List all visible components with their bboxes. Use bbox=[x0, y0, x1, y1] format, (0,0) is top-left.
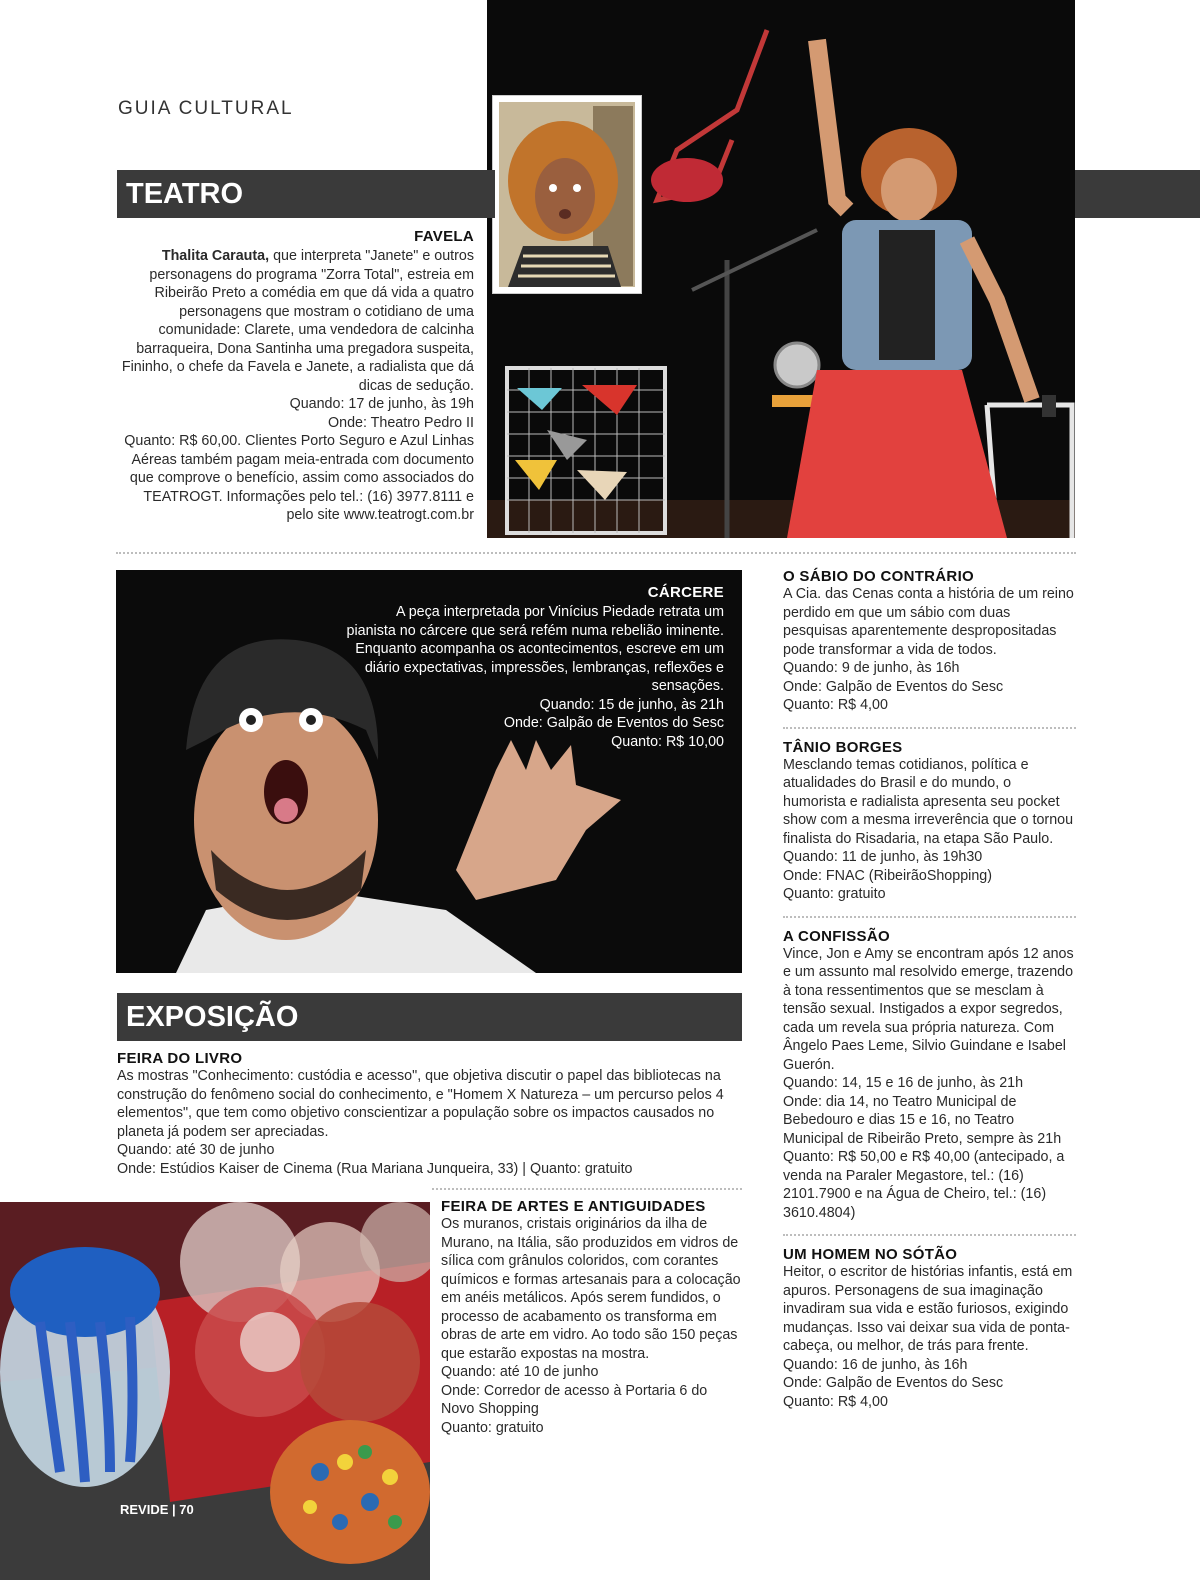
homem-article bbox=[783, 1246, 1076, 1411]
tanio-where: Onde: FNAC (RibeirãoShopping) bbox=[783, 867, 992, 884]
sabio-article bbox=[783, 568, 1076, 715]
tanio-article bbox=[783, 739, 1076, 904]
sabio-body bbox=[783, 585, 1076, 715]
feira-artes-when: Quando: até 10 de junho bbox=[441, 1364, 599, 1380]
homem-title: UM HOMEM NO SÓTÃO bbox=[783, 1246, 958, 1263]
divider bbox=[783, 916, 1076, 918]
carcere-article bbox=[344, 584, 724, 751]
feira-artes-article bbox=[441, 1198, 741, 1437]
favela-portrait-photo bbox=[492, 95, 642, 294]
sabio-title: O SÁBIO DO CONTRÁRIO bbox=[783, 568, 975, 585]
right-column bbox=[783, 568, 1076, 1411]
page-footer bbox=[120, 1502, 194, 1517]
favela-lead: Thalita Carauta, bbox=[161, 248, 270, 264]
carcere-where: Onde: Galpão de Eventos do Sesc bbox=[503, 715, 724, 731]
divider bbox=[116, 552, 1076, 554]
carcere-title: CÁRCERE bbox=[647, 584, 724, 601]
section-kicker: GUIA CULTURAL bbox=[118, 98, 294, 119]
section-band-exposicao bbox=[117, 993, 742, 1041]
confissao-article bbox=[783, 928, 1076, 1223]
tanio-when: Quando: 11 de junho, às 19h30 bbox=[783, 849, 983, 865]
favela-description: que interpreta "Janete" e outros personagens do programa "Zorra Total", estreia em Ribeirão Preto a comédia em que dá vida a quatro personagens que mostram o cotidiano de uma comunidade: Clarete, uma vendedora de calcinha barraqueira, Dona Santinha uma pregadora suspeita, Fininho, o chefe da Favela e Janete, a radialista que dá dicas de sedução. bbox=[121, 248, 474, 394]
carcere-price: Quanto: R$ 10,00 bbox=[611, 733, 724, 750]
feira-artes-description: Os muranos, cristais originários da ilha de Murano, na Itália, são produzidos em vidros de sílica com grânulos coloridos, com corantes químicos e formas artesanais para a colocação em anéis metálicos. Após serem fundidos, o processo de acabamento os transforma em obras de arte em vidro. Ao todo são 150 peças que estarão expostas na mostra. bbox=[441, 1216, 741, 1362]
feira-livro-title: FEIRA DO LIVRO bbox=[117, 1050, 243, 1067]
divider bbox=[783, 1234, 1076, 1236]
confissao-price: Quanto: R$ 50,00 e R$ 40,00 (antecipado, a venda na Paraler Megastore, tel.: (16) 2101.7900 e na Água de Cheiro, tel.: (16) 3610.4804) bbox=[783, 1149, 1065, 1221]
confissao-description: Vince, Jon e Amy se encontram após 12 anos e um assunto mal resolvido emerge, trazendo à tona ressentimentos que se mesclam à tensão sexual. Instigados a expor segredos, cada um revela sua própria natureza. Com Ângelo Paes Leme, Silvio Guindane e Isabel Guerón. bbox=[783, 945, 1074, 1073]
confissao-title: A CONFISSÃO bbox=[783, 927, 890, 945]
favela-where: Onde: Theatro Pedro II bbox=[328, 414, 474, 431]
favela-article bbox=[116, 228, 474, 525]
feira-artes-body bbox=[441, 1215, 741, 1437]
tanio-price: Quanto: gratuito bbox=[783, 886, 886, 902]
footer-brand: REVIDE bbox=[120, 1502, 169, 1517]
feira-artes-title: FEIRA DE ARTES E ANTIGUIDADES bbox=[441, 1198, 706, 1215]
section-band-teatro bbox=[117, 170, 495, 218]
homem-when: Quando: 16 de junho, às 16h bbox=[783, 1356, 968, 1373]
feira-artes-price: Quanto: gratuito bbox=[441, 1419, 544, 1436]
feira-livro-description: As mostras "Conhecimento: custódia e acesso", que objetiva discutir o papel das bibliotecas na construção do fenômeno social do conhecimento, e "Homem X Natureza – um percurso pelos 4 elementos", que tem como objetivo conscientizar a população sobre os impactos causados no planeta já podem ser apreciadas. bbox=[117, 1068, 724, 1140]
sabio-price: Quanto: R$ 4,00 bbox=[783, 697, 888, 713]
confissao-where: Onde: dia 14, no Teatro Municipal de Bebedouro e dias 15 e 16, no Teatro Municipal de Ribeirão Preto, sempre às 21h bbox=[783, 1093, 1062, 1147]
divider bbox=[783, 727, 1076, 729]
feira-livro-where: Onde: Estúdios Kaiser de Cinema (Rua Mariana Junqueira, 33) | Quanto: gratuito bbox=[117, 1160, 633, 1177]
tanio-description: Mesclando temas cotidianos, política e atualidades do Brasil e do mundo, o humorista e radialista apresenta seu pocket show com a mesma irreverência que o tornou finalista do Risadaria, na etapa São Paulo. bbox=[783, 756, 1074, 847]
divider bbox=[432, 1188, 742, 1190]
section-band-stub bbox=[1075, 170, 1200, 218]
carcere-when: Quando: 15 de junho, às 21h bbox=[539, 696, 724, 713]
sabio-when: Quando: 9 de junho, às 16h bbox=[783, 660, 960, 676]
carcere-description: A peça interpretada por Vinícius Piedade retrata um pianista no cárcere que será refém numa rebelião iminente. Enquanto acompanha os acontecimentos, escreve em um diário expectativas, impressões, lembranças, reflexões e sensações. bbox=[346, 604, 724, 694]
confissao-body bbox=[783, 945, 1076, 1223]
feira-artes-where: Onde: Corredor de acesso à Portaria 6 do Novo Shopping bbox=[441, 1382, 708, 1417]
homem-body bbox=[783, 1263, 1076, 1411]
feira-livro-body bbox=[117, 1067, 745, 1178]
favela-when: Quando: 17 de junho, às 19h bbox=[289, 396, 474, 412]
homem-price: Quanto: R$ 4,00 bbox=[783, 1393, 888, 1410]
homem-description: Heitor, o escritor de histórias infantis, está em apuros. Personagens de sua imaginação invadiram sua vida e estão furiosos, exigindo mudanças. Isso vai deixar sua vida de ponta-cabeça, ou melhor, de trás para frente. bbox=[783, 1264, 1073, 1354]
carcere-photo bbox=[116, 570, 742, 973]
homem-where: Onde: Galpão de Eventos do Sesc bbox=[783, 1375, 1004, 1391]
footer-page: | 70 bbox=[172, 1502, 194, 1517]
feira-livro-when: Quando: até 30 de junho bbox=[117, 1142, 275, 1158]
carcere-body bbox=[344, 603, 724, 751]
section-title-teatro: TEATRO bbox=[126, 178, 244, 210]
tanio-body bbox=[783, 756, 1076, 904]
section-title-exposicao: EXPOSIÇÃO bbox=[126, 1001, 299, 1033]
favela-body bbox=[116, 247, 474, 525]
portrait-illustration bbox=[493, 96, 641, 293]
favela-title: FAVELA bbox=[414, 228, 474, 245]
sabio-description: A Cia. das Cenas conta a história de um reino perdido em que um sábio com duas pesquisas aparentemente despropositadas pode transformar a vida de todos. bbox=[783, 586, 1074, 658]
tanio-title: TÂNIO BORGES bbox=[783, 738, 903, 756]
feira-livro-article bbox=[117, 1050, 745, 1178]
murano-illustration bbox=[0, 1202, 430, 1580]
sabio-where: Onde: Galpão de Eventos do Sesc bbox=[783, 678, 1004, 695]
confissao-when: Quando: 14, 15 e 16 de junho, às 21h bbox=[783, 1075, 1024, 1091]
murano-photo bbox=[0, 1202, 430, 1580]
favela-price: Quanto: R$ 60,00. Clientes Porto Seguro e Azul Linhas Aéreas também pagam meia-entrada com documento que comprove o benefício, assim como associados do TEATROGT. Informações pelo tel.: (16) 3977.8111 e pelo site www.teatrogt.com.br bbox=[124, 433, 474, 523]
